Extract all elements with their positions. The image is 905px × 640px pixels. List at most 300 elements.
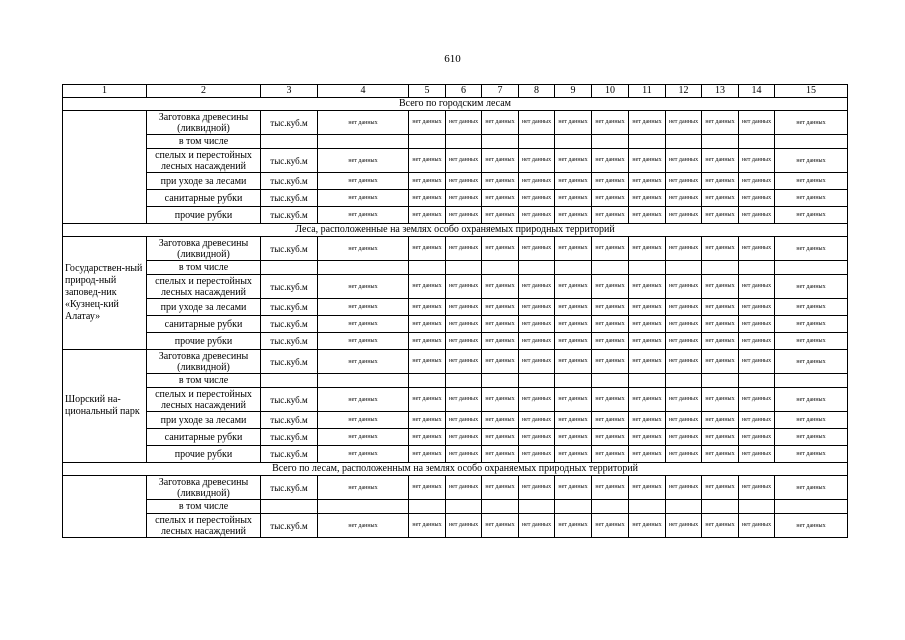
no-data-cell: нет данных (775, 388, 848, 412)
no-data-cell: нет данных (775, 190, 848, 207)
no-data-cell: нет данных (739, 275, 775, 299)
no-data-cell: нет данных (739, 316, 775, 333)
empty-cell (555, 374, 592, 388)
no-data-cell: нет данных (318, 190, 409, 207)
no-data-cell: нет данных (318, 275, 409, 299)
no-data-cell: нет данных (482, 275, 519, 299)
empty-cell (318, 500, 409, 514)
page-number: 610 (444, 53, 461, 65)
unit-cell: тыс.куб.м (261, 299, 318, 316)
no-data-cell: нет данных (666, 446, 702, 463)
no-data-cell: нет данных (629, 316, 666, 333)
table-row (63, 500, 848, 514)
empty-cell (629, 135, 666, 149)
no-data-cell: нет данных (739, 388, 775, 412)
empty-cell (261, 135, 318, 149)
no-data-cell: нет данных (519, 190, 555, 207)
no-data-cell: нет данных (519, 429, 555, 446)
no-data-cell: нет данных (482, 446, 519, 463)
table-row (63, 149, 848, 173)
work-type: при уходе за лесами (147, 299, 261, 316)
column-header: 10 (592, 85, 629, 98)
work-type: спелых и перестойных лесных насаждений (147, 275, 261, 299)
no-data-cell: нет данных (775, 237, 848, 261)
no-data-cell: нет данных (592, 149, 629, 173)
no-data-cell: нет данных (629, 350, 666, 374)
no-data-cell: нет данных (555, 190, 592, 207)
no-data-cell: нет данных (482, 514, 519, 538)
no-data-cell: нет данных (446, 333, 482, 350)
no-data-cell: нет данных (702, 350, 739, 374)
empty-cell (261, 500, 318, 514)
empty-cell (318, 135, 409, 149)
empty-cell (519, 500, 555, 514)
no-data-cell: нет данных (318, 333, 409, 350)
no-data-cell: нет данных (482, 429, 519, 446)
no-data-cell: нет данных (409, 190, 446, 207)
column-header: 8 (519, 85, 555, 98)
no-data-cell: нет данных (555, 350, 592, 374)
unit-cell: тыс.куб.м (261, 111, 318, 135)
harvest-table (62, 84, 848, 538)
no-data-cell: нет данных (775, 275, 848, 299)
section-row (63, 463, 848, 476)
no-data-cell: нет данных (482, 476, 519, 500)
table-row (63, 237, 848, 261)
no-data-cell: нет данных (629, 446, 666, 463)
unit-cell: тыс.куб.м (261, 237, 318, 261)
no-data-cell: нет данных (629, 275, 666, 299)
no-data-cell: нет данных (519, 333, 555, 350)
work-type: в том числе (147, 135, 261, 149)
no-data-cell: нет данных (446, 476, 482, 500)
no-data-cell: нет данных (446, 429, 482, 446)
no-data-cell: нет данных (446, 316, 482, 333)
no-data-cell: нет данных (409, 446, 446, 463)
work-type: при уходе за лесами (147, 412, 261, 429)
empty-cell (739, 135, 775, 149)
no-data-cell: нет данных (592, 350, 629, 374)
no-data-cell: нет данных (592, 476, 629, 500)
table-row (63, 412, 848, 429)
no-data-cell: нет данных (629, 190, 666, 207)
no-data-cell: нет данных (592, 299, 629, 316)
table-row (63, 135, 848, 149)
no-data-cell: нет данных (446, 350, 482, 374)
empty-cell (666, 500, 702, 514)
empty-cell (702, 261, 739, 275)
no-data-cell: нет данных (318, 514, 409, 538)
no-data-cell: нет данных (629, 299, 666, 316)
no-data-cell: нет данных (446, 173, 482, 190)
empty-cell (482, 500, 519, 514)
empty-cell (775, 374, 848, 388)
no-data-cell: нет данных (482, 111, 519, 135)
no-data-cell: нет данных (702, 514, 739, 538)
no-data-cell: нет данных (739, 446, 775, 463)
no-data-cell: нет данных (446, 207, 482, 224)
no-data-cell: нет данных (592, 429, 629, 446)
work-type: спелых и перестойных лесных насаждений (147, 388, 261, 412)
no-data-cell: нет данных (409, 514, 446, 538)
unit-cell: тыс.куб.м (261, 149, 318, 173)
no-data-cell: нет данных (592, 173, 629, 190)
work-type: спелых и перестойных лесных насаждений (147, 149, 261, 173)
no-data-cell: нет данных (409, 316, 446, 333)
no-data-cell: нет данных (702, 299, 739, 316)
no-data-cell: нет данных (739, 429, 775, 446)
no-data-cell: нет данных (519, 149, 555, 173)
no-data-cell: нет данных (775, 299, 848, 316)
no-data-cell: нет данных (666, 275, 702, 299)
no-data-cell: нет данных (739, 514, 775, 538)
table-row (63, 333, 848, 350)
no-data-cell: нет данных (519, 237, 555, 261)
no-data-cell: нет данных (446, 446, 482, 463)
no-data-cell: нет данных (555, 316, 592, 333)
empty-cell (629, 374, 666, 388)
no-data-cell: нет данных (629, 514, 666, 538)
no-data-cell: нет данных (739, 412, 775, 429)
no-data-cell: нет данных (519, 316, 555, 333)
no-data-cell: нет данных (482, 149, 519, 173)
no-data-cell: нет данных (702, 333, 739, 350)
no-data-cell: нет данных (592, 275, 629, 299)
unit-cell: тыс.куб.м (261, 476, 318, 500)
no-data-cell: нет данных (775, 514, 848, 538)
empty-cell (482, 374, 519, 388)
empty-cell (592, 374, 629, 388)
empty-cell (702, 374, 739, 388)
no-data-cell: нет данных (519, 388, 555, 412)
no-data-cell: нет данных (409, 149, 446, 173)
column-header: 5 (409, 85, 446, 98)
no-data-cell: нет данных (666, 149, 702, 173)
work-type: санитарные рубки (147, 429, 261, 446)
empty-cell (446, 261, 482, 275)
work-type: Заготовка древесины (ликвидной) (147, 237, 261, 261)
table-row (63, 350, 848, 374)
no-data-cell: нет данных (629, 173, 666, 190)
no-data-cell: нет данных (702, 429, 739, 446)
empty-cell (409, 374, 446, 388)
work-type: при уходе за лесами (147, 173, 261, 190)
no-data-cell: нет данных (592, 207, 629, 224)
no-data-cell: нет данных (409, 412, 446, 429)
empty-cell (555, 135, 592, 149)
unit-cell: тыс.куб.м (261, 412, 318, 429)
no-data-cell: нет данных (482, 207, 519, 224)
no-data-cell: нет данных (318, 207, 409, 224)
section-row (63, 224, 848, 237)
column-header: 1 (63, 85, 147, 98)
empty-cell (318, 374, 409, 388)
no-data-cell: нет данных (519, 173, 555, 190)
no-data-cell: нет данных (409, 333, 446, 350)
no-data-cell: нет данных (775, 173, 848, 190)
no-data-cell: нет данных (775, 446, 848, 463)
no-data-cell: нет данных (739, 333, 775, 350)
work-type: Заготовка древесины (ликвидной) (147, 476, 261, 500)
empty-cell (739, 261, 775, 275)
no-data-cell: нет данных (739, 111, 775, 135)
empty-cell (666, 374, 702, 388)
no-data-cell: нет данных (446, 275, 482, 299)
work-type: Заготовка древесины (ликвидной) (147, 111, 261, 135)
header-row (63, 85, 848, 98)
no-data-cell: нет данных (519, 412, 555, 429)
no-data-cell: нет данных (702, 237, 739, 261)
no-data-cell: нет данных (555, 237, 592, 261)
work-type: санитарные рубки (147, 316, 261, 333)
no-data-cell: нет данных (555, 207, 592, 224)
no-data-cell: нет данных (482, 299, 519, 316)
no-data-cell: нет данных (318, 350, 409, 374)
work-type: прочие рубки (147, 333, 261, 350)
no-data-cell: нет данных (409, 299, 446, 316)
no-data-cell: нет данных (666, 514, 702, 538)
empty-cell (446, 500, 482, 514)
no-data-cell: нет данных (555, 388, 592, 412)
no-data-cell: нет данных (519, 299, 555, 316)
no-data-cell: нет данных (482, 350, 519, 374)
no-data-cell: нет данных (519, 207, 555, 224)
section-row (63, 98, 848, 111)
empty-cell (739, 500, 775, 514)
work-type: в том числе (147, 500, 261, 514)
org-name: Государствен-ный природ-ный заповед-ник «Кузнец-кий Алатау» (63, 237, 147, 350)
column-header: 11 (629, 85, 666, 98)
table-row (63, 514, 848, 538)
empty-cell (629, 261, 666, 275)
no-data-cell: нет данных (555, 333, 592, 350)
no-data-cell: нет данных (555, 514, 592, 538)
no-data-cell: нет данных (739, 299, 775, 316)
no-data-cell: нет данных (318, 388, 409, 412)
no-data-cell: нет данных (446, 299, 482, 316)
section-title: Леса, расположенные на землях особо охраняемых природных территорий (63, 224, 848, 237)
no-data-cell: нет данных (666, 476, 702, 500)
empty-cell (555, 500, 592, 514)
no-data-cell: нет данных (739, 476, 775, 500)
empty-cell (409, 135, 446, 149)
unit-cell: тыс.куб.м (261, 190, 318, 207)
no-data-cell: нет данных (739, 190, 775, 207)
no-data-cell: нет данных (482, 388, 519, 412)
no-data-cell: нет данных (446, 190, 482, 207)
no-data-cell: нет данных (482, 190, 519, 207)
no-data-cell: нет данных (446, 149, 482, 173)
table-row (63, 111, 848, 135)
no-data-cell: нет данных (592, 388, 629, 412)
empty-cell (519, 261, 555, 275)
column-header: 13 (702, 85, 739, 98)
column-header: 7 (482, 85, 519, 98)
column-header: 14 (739, 85, 775, 98)
no-data-cell: нет данных (702, 190, 739, 207)
no-data-cell: нет данных (555, 299, 592, 316)
work-type: прочие рубки (147, 207, 261, 224)
no-data-cell: нет данных (446, 412, 482, 429)
no-data-cell: нет данных (519, 350, 555, 374)
no-data-cell: нет данных (666, 316, 702, 333)
unit-cell: тыс.куб.м (261, 207, 318, 224)
column-header: 4 (318, 85, 409, 98)
no-data-cell: нет данных (739, 173, 775, 190)
no-data-cell: нет данных (318, 149, 409, 173)
no-data-cell: нет данных (446, 514, 482, 538)
no-data-cell: нет данных (739, 237, 775, 261)
no-data-cell: нет данных (482, 412, 519, 429)
column-header: 6 (446, 85, 482, 98)
empty-cell (702, 135, 739, 149)
no-data-cell: нет данных (318, 111, 409, 135)
no-data-cell: нет данных (555, 429, 592, 446)
no-data-cell: нет данных (666, 299, 702, 316)
no-data-cell: нет данных (519, 275, 555, 299)
empty-cell (261, 261, 318, 275)
no-data-cell: нет данных (482, 333, 519, 350)
table-row (63, 207, 848, 224)
no-data-cell: нет данных (629, 333, 666, 350)
empty-cell (592, 261, 629, 275)
no-data-cell: нет данных (519, 514, 555, 538)
no-data-cell: нет данных (409, 275, 446, 299)
no-data-cell: нет данных (555, 412, 592, 429)
no-data-cell: нет данных (775, 429, 848, 446)
no-data-cell: нет данных (318, 476, 409, 500)
no-data-cell: нет данных (629, 388, 666, 412)
table-row (63, 446, 848, 463)
table-row (63, 429, 848, 446)
no-data-cell: нет данных (702, 111, 739, 135)
no-data-cell: нет данных (555, 149, 592, 173)
unit-cell: тыс.куб.м (261, 173, 318, 190)
unit-cell: тыс.куб.м (261, 333, 318, 350)
unit-cell: тыс.куб.м (261, 350, 318, 374)
no-data-cell: нет данных (666, 350, 702, 374)
no-data-cell: нет данных (666, 429, 702, 446)
unit-cell: тыс.куб.м (261, 446, 318, 463)
empty-cell (666, 135, 702, 149)
no-data-cell: нет данных (775, 412, 848, 429)
empty-cell (666, 261, 702, 275)
empty-cell (629, 500, 666, 514)
empty-cell (775, 261, 848, 275)
table-row (63, 299, 848, 316)
no-data-cell: нет данных (775, 476, 848, 500)
table-row (63, 374, 848, 388)
no-data-cell: нет данных (775, 149, 848, 173)
org-name: Шорский на-циональный парк (63, 350, 147, 463)
org-name (63, 476, 147, 538)
table-row (63, 476, 848, 500)
no-data-cell: нет данных (666, 388, 702, 412)
unit-cell: тыс.куб.м (261, 316, 318, 333)
empty-cell (555, 261, 592, 275)
no-data-cell: нет данных (702, 275, 739, 299)
no-data-cell: нет данных (775, 111, 848, 135)
no-data-cell: нет данных (318, 316, 409, 333)
no-data-cell: нет данных (666, 190, 702, 207)
empty-cell (519, 374, 555, 388)
no-data-cell: нет данных (555, 476, 592, 500)
table-row (63, 388, 848, 412)
no-data-cell: нет данных (409, 111, 446, 135)
no-data-cell: нет данных (519, 446, 555, 463)
empty-cell (446, 374, 482, 388)
no-data-cell: нет данных (318, 299, 409, 316)
no-data-cell: нет данных (592, 412, 629, 429)
no-data-cell: нет данных (592, 190, 629, 207)
empty-cell (592, 500, 629, 514)
no-data-cell: нет данных (446, 388, 482, 412)
empty-cell (446, 135, 482, 149)
no-data-cell: нет данных (592, 514, 629, 538)
work-type: в том числе (147, 261, 261, 275)
no-data-cell: нет данных (482, 237, 519, 261)
work-type: спелых и перестойных лесных насаждений (147, 514, 261, 538)
no-data-cell: нет данных (318, 237, 409, 261)
org-name (63, 111, 147, 224)
column-header: 9 (555, 85, 592, 98)
table-row (63, 261, 848, 275)
unit-cell: тыс.куб.м (261, 514, 318, 538)
no-data-cell: нет данных (555, 275, 592, 299)
empty-cell (702, 500, 739, 514)
no-data-cell: нет данных (629, 207, 666, 224)
table-row (63, 316, 848, 333)
no-data-cell: нет данных (775, 333, 848, 350)
no-data-cell: нет данных (702, 412, 739, 429)
no-data-cell: нет данных (446, 237, 482, 261)
no-data-cell: нет данных (555, 446, 592, 463)
no-data-cell: нет данных (409, 429, 446, 446)
no-data-cell: нет данных (409, 237, 446, 261)
no-data-cell: нет данных (702, 388, 739, 412)
unit-cell: тыс.куб.м (261, 275, 318, 299)
work-type: санитарные рубки (147, 190, 261, 207)
no-data-cell: нет данных (702, 173, 739, 190)
section-title: Всего по городским лесам (63, 98, 848, 111)
no-data-cell: нет данных (318, 446, 409, 463)
no-data-cell: нет данных (739, 149, 775, 173)
no-data-cell: нет данных (629, 412, 666, 429)
no-data-cell: нет данных (702, 476, 739, 500)
no-data-cell: нет данных (739, 207, 775, 224)
no-data-cell: нет данных (666, 207, 702, 224)
no-data-cell: нет данных (666, 412, 702, 429)
section-title: Всего по лесам, расположенным на землях особо охраняемых природных территорий (63, 463, 848, 476)
no-data-cell: нет данных (592, 316, 629, 333)
work-type: Заготовка древесины (ликвидной) (147, 350, 261, 374)
no-data-cell: нет данных (666, 111, 702, 135)
no-data-cell: нет данных (775, 350, 848, 374)
no-data-cell: нет данных (409, 350, 446, 374)
no-data-cell: нет данных (702, 207, 739, 224)
no-data-cell: нет данных (629, 149, 666, 173)
table-row (63, 275, 848, 299)
no-data-cell: нет данных (592, 111, 629, 135)
empty-cell (739, 374, 775, 388)
column-header: 3 (261, 85, 318, 98)
empty-cell (775, 500, 848, 514)
no-data-cell: нет данных (409, 173, 446, 190)
work-type: в том числе (147, 374, 261, 388)
no-data-cell: нет данных (629, 237, 666, 261)
no-data-cell: нет данных (555, 173, 592, 190)
no-data-cell: нет данных (629, 111, 666, 135)
